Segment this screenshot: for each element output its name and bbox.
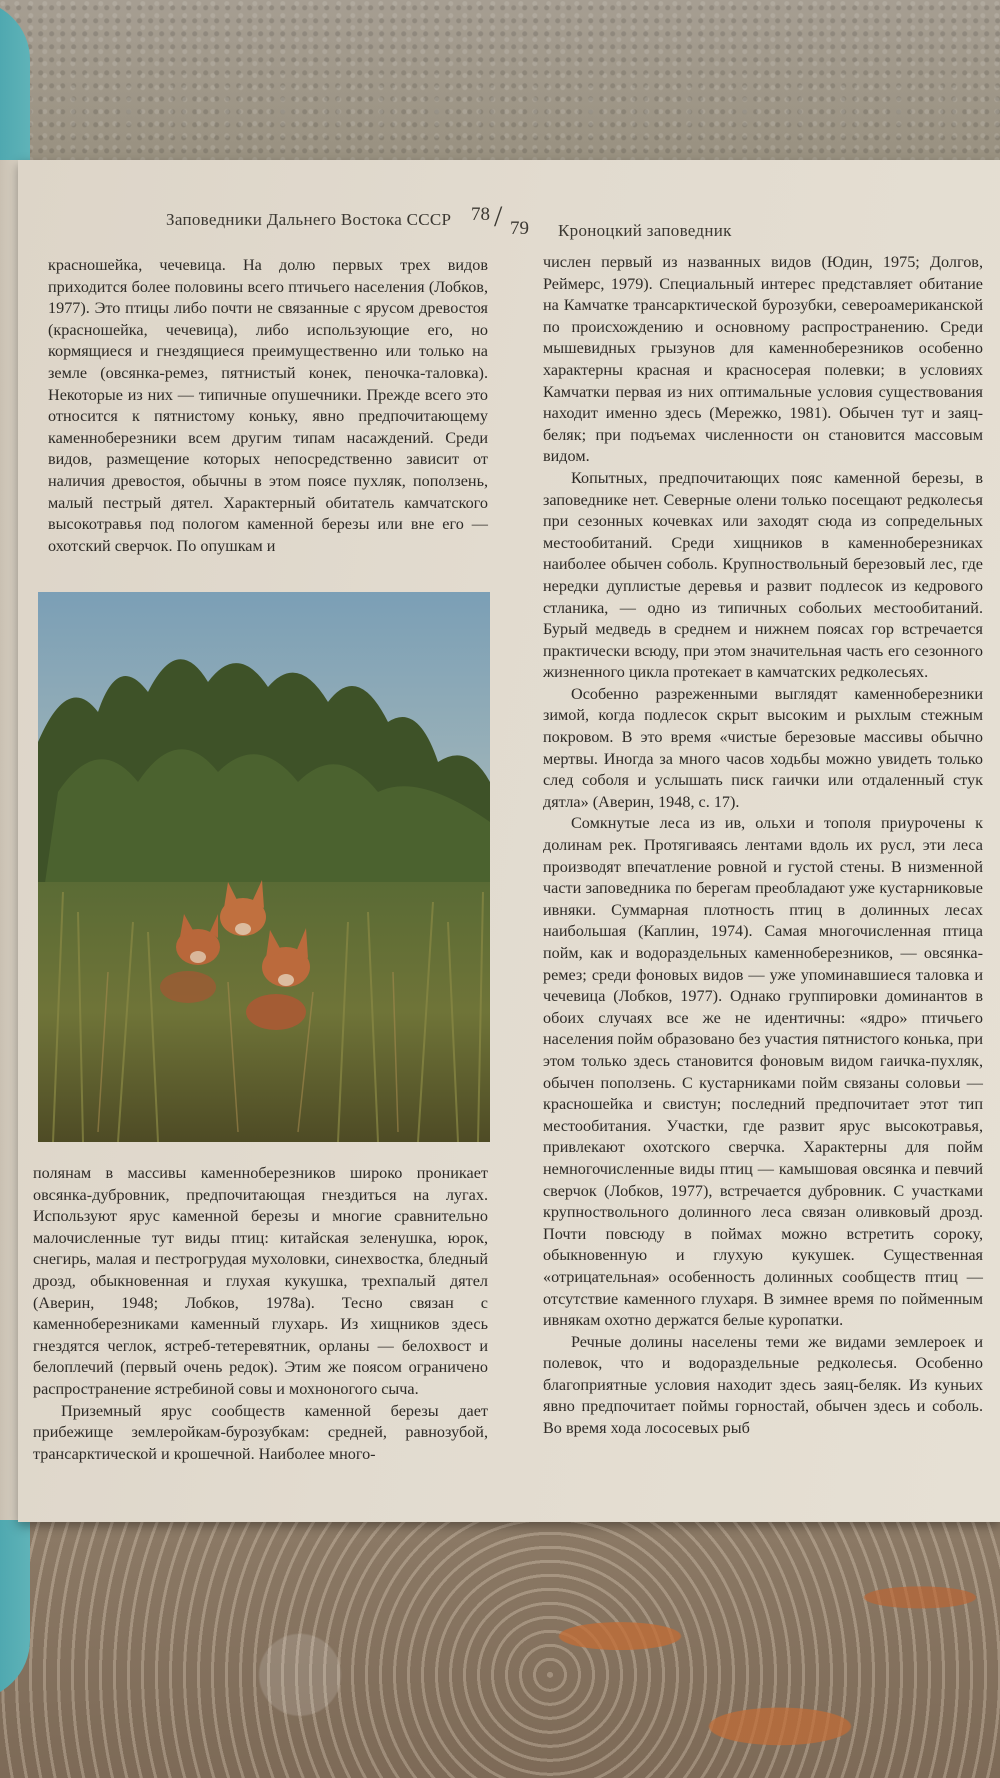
paragraph: Речные долины населены теми же видами землероек и полевок, что и водораздельные редколесья. Особенно благоприятные условия находит здесь заяц-беляк. Из куньих явно предпочитает поймы горностай, обычен здесь и соболь. Во время хода лососевых рыб: [543, 1332, 983, 1438]
paragraph: числен первый из названных видов (Юдин, 1975; Долгов, Реймерс, 1979). Специальный интерес представляет обитание на Камчатке трансарктической бурозубки, североамериканской по происхождению и основному распространению. Среди мышевидных грызунов для каменноберезников особенно характерны красная и красносерая полевки; в условиях Камчатки первая из них оптимальные условия существования находит именно здесь (Мережко, 1981). Обычен тут и заяц-беляк; при подъемах численности он становится массовым видом.: [543, 253, 983, 466]
paragraph: полянам в массивы каменноберезников широко проникает овсянка-дубровник, предпочитающая гнездиться на лугах. Используют ярус каменной березы и многие сравнительно малочисленные тут виды птиц: китайская зеленушка, юрок, снегирь, малая и пестрогрудая мухоловки, синехвостка, бледный дрозд, обыкновенная и глухая кукушка, трехпалый дятел (Аверин, 1948; Лобков, 1978а). Тесно связан с каменноберезниками каменный глухарь. Из хищников здесь гнездятся чеглок, ястреб-тетеревятник, орланы — белохвост и белоплечий (первый очень редок). Этим же поясом ограничено распространение ястребиной совы и мохноногого сыча.: [33, 1164, 488, 1398]
paragraph: Особенно разреженными выглядят каменноберезники зимой, когда подлесок скрыт высоким и рыхлым стежным покровом. В это время «чистые березовые массивы обычно мертвы. Иногда за много часов ходьбы можно увидеть только след соболя и услышать писк гаички или отдаленный стук дятла» (Аверин, 1948, с. 17).: [543, 684, 983, 811]
paragraph: Копытных, предпочитающих пояс каменной березы, в заповеднике нет. Северные олени только посещают редколесья при сезонных кочевках или заходят сюда из сопредельных местообитаний. Среди хищников в каменноберезниках наиболее обычен соболь. Крупноствольный березовый лес, где нередки дуплистые деревья и развит подлесок из кедрового стланика, — одно из типичных собольих местообитаний. Бурый медведь в среднем и нижнем поясах гор встречается практически всюду, при этом значительная часть его сезонного жизненного цикла протекает в камчатских редколесьях.: [543, 468, 983, 682]
paragraph: Приземный ярус сообществ каменной березы дает прибежище землеройкам-бурозубкам: средней, равнозубой, трансарктической и крошечной. Наиболее много-: [33, 1401, 488, 1463]
left-column-top: [48, 255, 488, 557]
left-column-bottom: [33, 1163, 488, 1465]
paragraph: Сомкнутые леса из ив, ольхи и тополя приурочены к долинам рек. Протягиваясь лентами вдоль их русл, эти леса производят впечатление ровной и густой стены. В низменной части заповедника по берегам преобладают уже кустарниковые ивняки. Суммарная плотность птиц в долинных лесах наибольшая (Каплин, 1974). Самая многочисленная птица пойм, как и водораздельных каменноберезников, — овсянка-ремез; среди фоновых видов — уже упоминавшиеся таловка и чечевица (Лобков, 1977). Однако группировки доминантов в обоих случаях все же не идентичны: «ядро» птичьего населения пойм образовано без участия пятнистого конька, при этом только здесь становится фоновым видом гаичка-пухляк, обычен поползень. С кустарниками пойм связаны соловьи — красношейка и свистун; последний предпочитает этот тип местообитания. Участки, где развит ярус высокотравья, привлекают охотского сверчка. Характерны для пойм немногочисленные виды птиц — камышовая овсянка и певчий сверчок (Лобков, 1977), встречается дубровник. С участками крупноствольного долинного леса связан оливковый дрозд. Почти повсюду в поймах можно встретить сороку, обыкновенную и глухую кукушек. Существенная «отрицательная» особенность долинных сообществ птиц — отсутствие каменного глухаря. В зимнее время по пойменным ивнякам охотно держатся белые куропатки.: [543, 814, 983, 1330]
tablecloth-background: [0, 1520, 1000, 1778]
fox-cubs-photo: [38, 592, 490, 1142]
paragraph: красношейка, чечевица. На долю первых трех видов приходится более половины всего птичьего населения (Лобков, 1977). Это птицы либо почти не связанные с ярусом древостоя (красношейка, чечевица), либо использующие его, но кормящиеся и гнездящиеся преимущественно или только на земле (овсянка-ремез, пятнистый конек, пеночка-таловка). Некоторые из них — типичные опушечники. Прежде всего это относится к пятнистому коньку, явно предпочитающему каменноберезники всем другим типам насаждений. Среди видов, размещение которых непосредственно зависит от наличия древостоя, обычны в этом поясе пухляк, поползень, малый пестрый дятел. Характерный обитатель камчатского высокотравья под пологом каменной березы или вне его — охотский сверчок. По опушкам и: [48, 256, 488, 555]
right-column: [543, 252, 983, 1440]
running-header: [18, 198, 1000, 238]
wall-background: [0, 0, 1000, 175]
right-running-title: Кроноцкий заповедник: [558, 221, 732, 240]
left-page-number: 78: [471, 204, 490, 225]
right-page-number: 79: [510, 218, 529, 239]
left-running-title: Заповедники Дальнего Востока СССР: [166, 210, 452, 229]
photo-illustration: [38, 592, 490, 1142]
book-spread: [18, 160, 1000, 1522]
page-separator: /: [494, 200, 503, 233]
